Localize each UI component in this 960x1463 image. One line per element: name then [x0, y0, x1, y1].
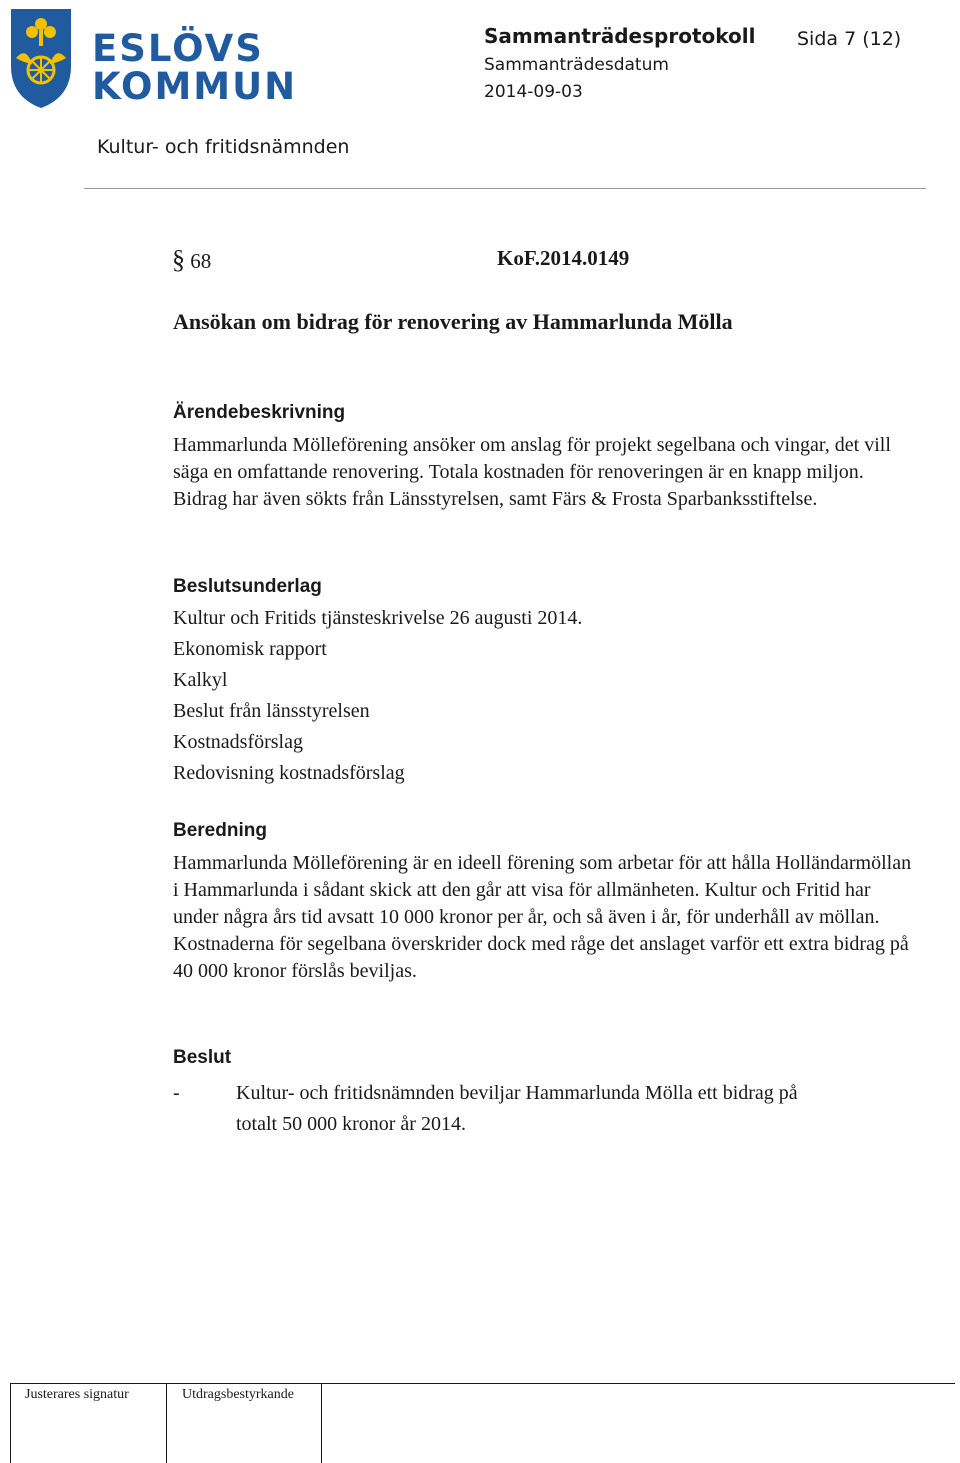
description-text: Hammarlunda Mölleförening ansöker om anslag för projekt segelbana och vingar, det vill säga en omfattande renovering. Totala kostnaden för renoveringen är en knapp miljon. Bidrag har även sökts från Länsstyrelsen, samt Färs & Frosta Sparbanksstiftelse.: [173, 434, 891, 510]
preparation-heading: Beredning: [173, 820, 267, 841]
meeting-date: 2014-09-03: [484, 82, 583, 102]
signature-label: Justerares signatur: [25, 1387, 129, 1402]
basis-item: Kostnadsförslag: [173, 731, 303, 753]
decision-text: Kultur- och fritidsnämnden beviljar Hammarlunda Mölla ett bidrag på totalt 50 000 kronor år 2014.: [236, 1082, 798, 1135]
document-title: Sammanträdesprotokoll: [484, 24, 756, 48]
decision-bullet: -: [173, 1082, 180, 1104]
basis-item: Kultur och Fritids tjänsteskrivelse 26 augusti 2014.: [173, 607, 583, 629]
basis-item: Ekonomisk rapport: [173, 638, 327, 660]
municipality-crest-logo: [8, 6, 74, 110]
logo-name-line2: KOMMUN: [92, 65, 298, 108]
paragraph-number: [172, 245, 211, 275]
case-reference: KoF.2014.0149: [497, 246, 630, 270]
header-divider: [84, 188, 926, 189]
basis-item: Beslut från länsstyrelsen: [173, 700, 370, 722]
municipality-name-logo: [92, 27, 298, 108]
basis-list: [173, 603, 582, 789]
decision-heading: Beslut: [173, 1047, 232, 1068]
committee-name: Kultur- och fritidsnämnden: [97, 136, 350, 158]
paragraph-sign: §: [172, 245, 185, 274]
footer-cell-border: [321, 1383, 322, 1463]
description-heading: Ärendebeskrivning: [173, 402, 346, 423]
footer-cell-border: [166, 1383, 167, 1463]
certification-label: Utdragsbestyrkande: [182, 1387, 294, 1402]
basis-item: Kalkyl: [173, 669, 228, 691]
footer-divider: [10, 1383, 955, 1384]
footer-cell-border: [10, 1383, 11, 1463]
basis-heading: Beslutsunderlag: [173, 576, 322, 597]
item-title: Ansökan om bidrag för renovering av Hammarlunda Mölla: [173, 309, 733, 334]
page-number: Sida 7 (12): [797, 28, 902, 50]
basis-item: Redovisning kostnadsförslag: [173, 762, 405, 784]
preparation-text: Hammarlunda Mölleförening är en ideell förening som arbetar för att hålla Holländarmöllan i Hammarlunda i sådant skick att den går att visa för allmänheten. Kultur och Fritid har under några års tid avsatt 10 000 kronor per år, och så även i år, för underhåll av möllan. Kostnaderna för segelbana överskrider dock med råge det anslaget varför ett extra bidrag på 40 000 kronor förslås beviljas.: [173, 852, 912, 982]
item-number: 68: [190, 249, 212, 273]
logo-name-line1: ESLÖVS: [92, 27, 264, 70]
meeting-date-label: Sammanträdesdatum: [484, 55, 669, 75]
